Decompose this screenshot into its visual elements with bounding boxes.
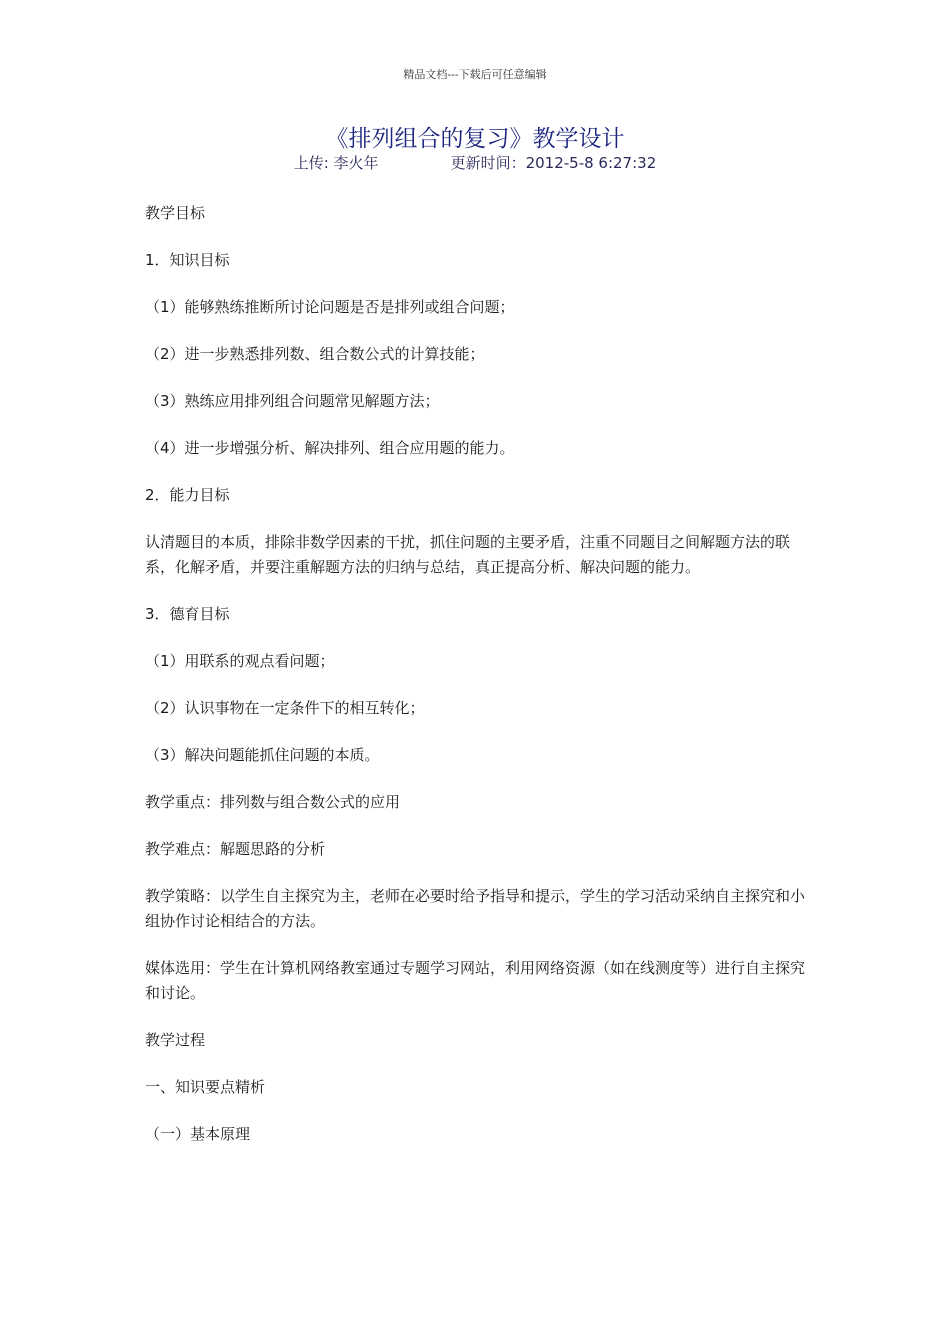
list-item: （3）熟练应用排列组合问题常见解题方法； [145,392,440,410]
list-item: （1）能够熟练推断所讨论问题是否是排列或组合问题； [145,298,515,316]
teaching-key-points: 教学重点：排列数与组合数公式的应用 [145,793,401,811]
teaching-strategy: 教学策略：以学生自主探究为主，老师在必要时给予指导和提示，学生的学习活动采纳自主探究和小组协作讨论相结合的方法。 [145,887,806,930]
teaching-difficulties: 教学难点：解题思路的分析 [145,840,326,858]
document-body [145,201,805,1169]
uploader-info: 上传: 李火年 [293,154,379,172]
subheading-basic-principles: （一）基本原理 [145,1125,251,1143]
list-item: （2）进一步熟悉排列数、组合数公式的计算技能； [145,345,485,363]
list-item: （1）用联系的观点看问题； [145,652,335,670]
document-meta [0,152,950,173]
document-title: 《排列组合的复习》教学设计 [325,126,625,152]
paragraph-ability-description: 认清题目的本质，排除非数学因素的干扰，抓住问题的主要矛盾，注重不同题目之间解题方法的联系，化解矛盾，并要注重解题方法的归纳与总结，真正提高分析、解决问题的能力。 [145,533,791,576]
subheading-knowledge-analysis: 一、知识要点精析 [145,1078,266,1096]
list-item: （2）认识事物在一定条件下的相互转化； [145,699,425,717]
update-time: 更新时间：2012-5-8 6:27:32 [450,154,657,172]
page-header-watermark: 精品文档---下载后可任意编辑 [403,68,547,81]
subheading-ability-goals: 2．能力目标 [145,486,230,504]
subheading-knowledge-goals: 1．知识目标 [145,251,230,269]
list-item: （3）解决问题能抓住问题的本质。 [145,746,380,764]
subheading-moral-goals: 3．德育目标 [145,605,230,623]
section-heading-teaching-goals: 教学目标 [145,204,206,222]
section-heading-teaching-process: 教学过程 [145,1031,206,1049]
list-item: （4）进一步增强分析、解决排列、组合应用题的能力。 [145,439,515,457]
media-selection: 媒体选用：学生在计算机网络教室通过专题学习网站，利用网络资源（如在线测度等）进行自主探究和讨论。 [145,959,806,1002]
